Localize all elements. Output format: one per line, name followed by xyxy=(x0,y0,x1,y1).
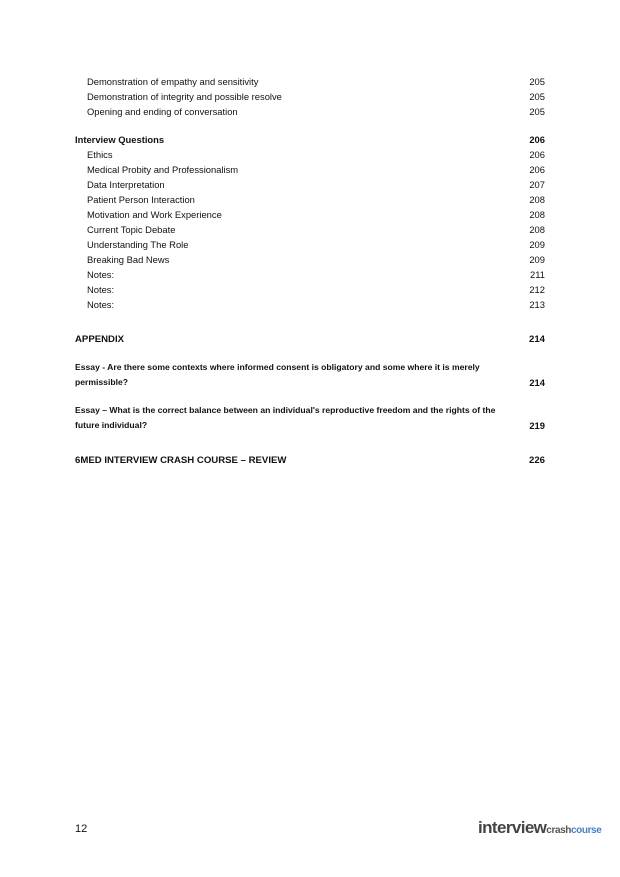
toc-entry-title: Understanding The Role xyxy=(87,239,189,250)
toc-entry[interactable] xyxy=(75,282,545,297)
toc-entry-title: Medical Probity and Professionalism xyxy=(87,164,239,175)
toc-entry-page: 208 xyxy=(529,194,545,205)
toc-entry-title: Demonstration of empathy and sensitivity xyxy=(87,76,259,87)
toc-section-page: 206 xyxy=(529,134,545,145)
toc-entry[interactable] xyxy=(75,207,545,222)
toc-entry-title: Motivation and Work Experience xyxy=(87,209,222,220)
toc-entry[interactable] xyxy=(75,192,545,207)
toc-section-page: 214 xyxy=(528,334,545,345)
toc-entry-page: 206 xyxy=(529,164,545,175)
toc-entry-title: Ethics xyxy=(87,149,113,160)
toc-entry[interactable] xyxy=(75,222,545,237)
toc-entry[interactable] xyxy=(75,89,545,104)
toc-entry-page: 205 xyxy=(529,76,545,87)
toc-entry-title: Opening and ending of conversation xyxy=(87,106,238,117)
toc-entry-page: 206 xyxy=(529,149,545,160)
logo-text-interview: interview xyxy=(478,818,547,837)
toc-essay-page: 219 xyxy=(529,420,545,431)
logo-text-crash: crash xyxy=(546,825,571,836)
toc-essay-entry[interactable] xyxy=(75,403,545,433)
toc-entry-page: 205 xyxy=(529,91,545,102)
toc-entry[interactable] xyxy=(75,162,545,177)
interviewcrashcourse-logo xyxy=(478,818,601,838)
toc-entry[interactable] xyxy=(75,237,545,252)
page-number: 12 xyxy=(75,823,88,835)
toc-entry[interactable] xyxy=(75,252,545,267)
toc-entry-title: Notes: xyxy=(87,299,115,310)
toc-section-page: 226 xyxy=(528,455,545,466)
toc-entry-page: 212 xyxy=(529,284,545,295)
logo-text-course: course xyxy=(570,825,602,836)
toc-essay-title-line2: future individual? xyxy=(75,420,148,430)
toc-entry-title: Notes: xyxy=(87,269,115,280)
toc-entry-title: Data Interpretation xyxy=(87,179,165,190)
toc-entry-title: Notes: xyxy=(87,284,115,295)
toc-section-title: Interview Questions xyxy=(75,134,165,145)
toc-entry-page: 209 xyxy=(529,254,545,265)
toc-essay-title-line2: permissible? xyxy=(75,377,129,387)
toc-entry-page: 208 xyxy=(529,224,545,235)
toc-entry[interactable] xyxy=(75,297,545,312)
toc-essay-page: 214 xyxy=(529,377,545,388)
toc-entry-title: Patient Person Interaction xyxy=(87,194,195,205)
toc-entry[interactable] xyxy=(75,147,545,162)
toc-essay-title-line1: Essay – What is the correct balance between an individual's reproductive freedom and the rights of the xyxy=(75,405,496,415)
toc-section-review[interactable] xyxy=(75,453,545,468)
toc-entry-page: 211 xyxy=(530,269,545,280)
toc-entry[interactable] xyxy=(75,74,545,89)
toc-essay-title-line1: Essay - Are there some contexts where informed consent is obligatory and some where it is merely xyxy=(75,362,480,372)
toc-section-interview-questions[interactable] xyxy=(75,132,545,147)
toc-section-appendix[interactable] xyxy=(75,332,545,347)
toc-entry-title: Demonstration of integrity and possible resolve xyxy=(87,91,282,102)
toc-entry[interactable] xyxy=(75,104,545,119)
toc-entry-page: 209 xyxy=(529,239,545,250)
toc-section-title: 6MED INTERVIEW CRASH COURSE – REVIEW xyxy=(75,455,287,466)
toc-entry-page: 207 xyxy=(529,179,545,190)
toc-entry-title: Breaking Bad News xyxy=(87,254,170,265)
toc-section-title: APPENDIX xyxy=(75,334,125,345)
toc-entry-title: Current Topic Debate xyxy=(87,224,176,235)
toc-entry-page: 208 xyxy=(529,209,545,220)
toc-entry-page: 213 xyxy=(529,299,545,310)
toc-essay-entry[interactable] xyxy=(75,360,545,390)
toc-entry-page: 205 xyxy=(529,106,545,117)
toc-entry[interactable] xyxy=(75,267,545,282)
toc-entry[interactable] xyxy=(75,177,545,192)
